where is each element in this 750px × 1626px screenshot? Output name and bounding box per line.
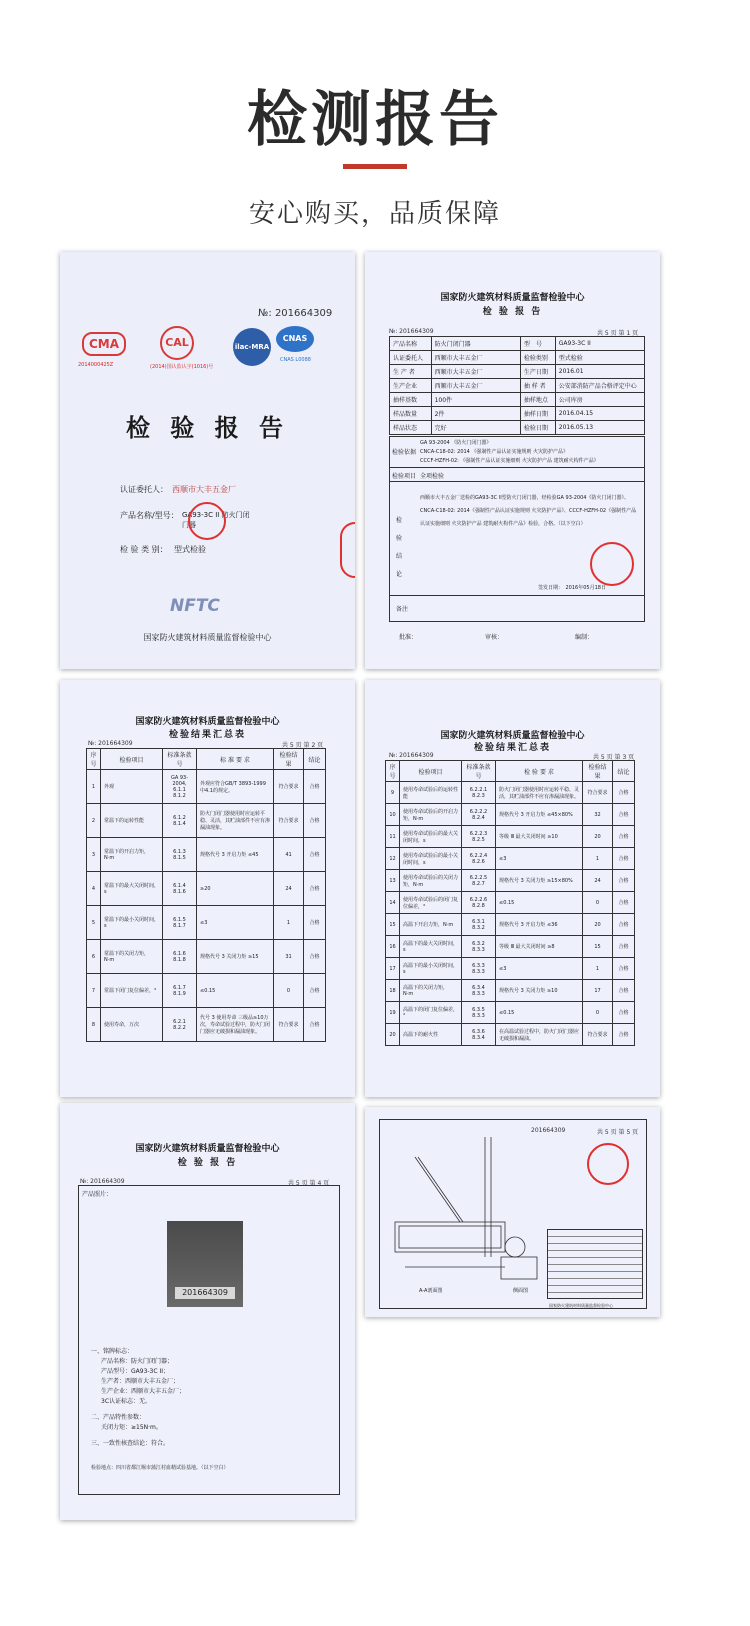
approve-label: 批准： <box>399 634 418 641</box>
category-value: 型式检验 <box>174 545 206 554</box>
cell-con: 合格 <box>613 870 635 892</box>
location-line: 检验地点：四川省都江堰市蒲江村血精试验基地。（以下空白） <box>91 1465 229 1471</box>
basis-line-2: CNCA-C18-02: 2014 《强制性产品认证实施规则 火灾防护产品》 <box>420 449 569 455</box>
cell-req: 外观应符合GB/T 3893-1999中4.1的规定。 <box>197 770 274 804</box>
cell-no: 16 <box>386 936 400 958</box>
conclusion-label: 检验结论 <box>396 517 403 578</box>
table-row <box>386 1024 635 1046</box>
header-row <box>87 749 326 770</box>
page3-number: №: 201664309 <box>389 752 434 759</box>
report-page-2 <box>60 680 355 1097</box>
cell-item: 使用寿命试验后的最小关闭时间，s <box>400 848 462 870</box>
cell-req: 规格代号 3 关闭力矩 ≥15 <box>197 940 274 974</box>
cell-req: 在高温试验过程中，防火门闭门器应无破损和漏油。 <box>496 1024 583 1046</box>
page1-conclusion-block <box>389 482 645 596</box>
red-seal-stamp <box>188 502 226 540</box>
info-cell: 抽样日期 <box>520 407 555 421</box>
cell-clause: 6.1.6 8.1.8 <box>163 940 197 974</box>
cell-item: 常温下的运转性能 <box>101 804 163 838</box>
mark-line-1: 产品名称：防火门闭门器； <box>101 1358 174 1365</box>
cnas-caption: CNAS L0088 <box>280 357 311 363</box>
cell-item: 常温下的开启力矩，N·m <box>101 838 163 872</box>
info-cell: 型 号 <box>520 337 555 351</box>
cell-clause: 6.3.5 8.3.3 <box>462 1002 496 1024</box>
table-row <box>87 804 326 838</box>
cell-clause: 6.3.2 8.3.3 <box>462 936 496 958</box>
cell-item: 常温下的关闭力矩，N·m <box>101 940 163 974</box>
mark-title: 一、铭牌标志： <box>91 1348 134 1355</box>
cell-req: 代号 3 使用寿命 三级品≥10万次，寿命试验过程中，防火门闭门器应无破损和漏油现象。 <box>197 1008 274 1042</box>
info-cell: GA93-3C II <box>555 337 644 351</box>
info-cell: 抽 样 者 <box>520 379 555 393</box>
cell-result: 符合要求 <box>274 804 304 838</box>
cell-result: 24 <box>274 872 304 906</box>
cell-result: 符合要求 <box>583 782 613 804</box>
cell-result: 24 <box>583 870 613 892</box>
cell-req: 等级 Ⅲ 最大关闭时间 ≥8 <box>496 936 583 958</box>
info-cell: 2016.01 <box>555 365 644 379</box>
cell-con: 合格 <box>613 848 635 870</box>
cell-no: 3 <box>87 838 101 872</box>
cover-title: 检 验 报 告 <box>125 414 290 442</box>
cell-item: 外观 <box>101 770 163 804</box>
cell-con: 合格 <box>613 958 635 980</box>
cell-con: 合格 <box>613 1002 635 1024</box>
cell-no: 11 <box>386 826 400 848</box>
info-cell: 样品状态 <box>390 421 432 435</box>
header-cell: 结论 <box>613 761 635 782</box>
cell-con: 合格 <box>304 974 326 1008</box>
cell-req: 规格代号 3 开启力矩 ≤45 <box>197 838 274 872</box>
cell-result: 17 <box>583 980 613 1002</box>
mark-line-3: 生产者：西顺市大丰五金厂； <box>101 1378 180 1385</box>
page-title: 检测报告 <box>247 85 503 155</box>
info-row <box>390 351 645 365</box>
table-row <box>87 872 326 906</box>
cell-con: 合格 <box>304 940 326 974</box>
review-label: 审核： <box>485 634 504 641</box>
info-row <box>390 393 645 407</box>
arm-line <box>415 1157 460 1222</box>
cell-no: 14 <box>386 892 400 914</box>
cell-result: 1 <box>583 958 613 980</box>
report-page-5 <box>365 1107 660 1317</box>
cell-req: ≥20 <box>197 872 274 906</box>
cell-clause: 6.2.2.1 8.2.3 <box>462 782 496 804</box>
basis-line-3: CCCF-HZFH-02: 《强制性产品认证实施细则 火灾防护产品 建筑耐火构件产品》 <box>420 458 599 464</box>
report-cover <box>60 252 355 669</box>
nftc-brand: NFTC <box>170 596 220 616</box>
table-row <box>386 914 635 936</box>
cell-clause: 6.2.2.6 8.2.8 <box>462 892 496 914</box>
cell-no: 19 <box>386 1002 400 1024</box>
page4-subtitle: 检 验 报 告 <box>177 1158 238 1168</box>
cell-req: 规格代号 3 开启力矩 ≤36 <box>496 914 583 936</box>
info-cell: 2016.05.13 <box>555 421 644 435</box>
mark-line-2: 产品型号：GA93-3C II； <box>101 1368 170 1375</box>
items-value: 全项检验 <box>420 473 445 480</box>
header-row <box>386 761 635 782</box>
cell-con: 合格 <box>613 914 635 936</box>
page1-subtitle: 检 验 报 告 <box>482 307 543 317</box>
info-cell: 防火门闭门器 <box>431 337 520 351</box>
cell-clause: 6.2.1 8.2.2 <box>163 1008 197 1042</box>
page2-number: №: 201664309 <box>88 740 133 747</box>
cell-result: 0 <box>274 974 304 1008</box>
report-page-3 <box>365 680 660 1097</box>
cell-item: 常温下的最大关闭时间，s <box>101 872 163 906</box>
info-cell: 样品数量 <box>390 407 432 421</box>
info-row <box>390 421 645 435</box>
cell-result: 1 <box>583 848 613 870</box>
side-block <box>501 1257 537 1279</box>
header-cell: 检验项目 <box>101 749 163 770</box>
info-row <box>390 379 645 393</box>
cell-item: 高温下的最小关闭时间，s <box>400 958 462 980</box>
cell-item: 使用寿命试验后的闭门复位偏差，° <box>400 892 462 914</box>
cell-no: 10 <box>386 804 400 826</box>
page1-page: 共 5 页 第 1 页 <box>597 330 639 337</box>
page2-page: 共 5 页 第 2 页 <box>282 742 324 749</box>
cell-clause: 6.3.6 8.3.4 <box>462 1024 496 1046</box>
cell-no: 6 <box>87 940 101 974</box>
header-cell: 检验结果 <box>274 749 304 770</box>
page4-frame <box>78 1185 340 1495</box>
page3-page: 共 5 页 第 3 页 <box>593 754 635 761</box>
cell-clause: 6.1.5 8.1.7 <box>163 906 197 940</box>
info-cell: 2016.04.15 <box>555 407 644 421</box>
cell-con: 合格 <box>613 892 635 914</box>
cell-req: ≤3 <box>197 906 274 940</box>
page1-items-row <box>389 468 645 482</box>
info-cell: 公司库房 <box>555 393 644 407</box>
header-cell: 检验结果 <box>583 761 613 782</box>
table-row <box>87 974 326 1008</box>
info-cell: 西顺市大丰五金厂 <box>431 365 520 379</box>
cell-clause: 6.1.2 8.1.4 <box>163 804 197 838</box>
cell-result: 20 <box>583 826 613 848</box>
info-cell: 公安部消防产品合格评定中心 <box>555 379 644 393</box>
spec-line: 关闭力矩：≥15N·m。 <box>101 1424 162 1431</box>
closer-body <box>395 1222 505 1252</box>
product-photo <box>167 1221 243 1307</box>
cell-req: ≤3 <box>496 958 583 980</box>
cell-item: 常温下的最小关闭时间，s <box>101 906 163 940</box>
cell-req: ≤0.15 <box>496 892 583 914</box>
info-cell: 检验日期 <box>520 421 555 435</box>
header-cell: 标准条款号 <box>462 761 496 782</box>
cell-con: 合格 <box>304 804 326 838</box>
cal-logo: CAL <box>160 326 194 360</box>
info-row <box>390 337 645 351</box>
info-cell: 认证委托人 <box>390 351 432 365</box>
product-label: 产品名称/型号： <box>120 511 179 520</box>
cell-item: 高温下的闭门复位偏差，° <box>400 1002 462 1024</box>
client-label: 认证委托人： <box>120 485 168 494</box>
cell-con: 合格 <box>304 906 326 940</box>
cell-clause: 6.1.4 8.1.6 <box>163 872 197 906</box>
table-row <box>386 892 635 914</box>
page-subtitle: 安心购买，品质保障 <box>248 199 501 229</box>
cell-item: 使用寿命，万次 <box>101 1008 163 1042</box>
table-row <box>386 980 635 1002</box>
cell-no: 18 <box>386 980 400 1002</box>
info-row <box>390 407 645 421</box>
title-block-caption: 国家防火建筑材料质量监督检验中心 <box>549 1303 613 1308</box>
table-row <box>87 770 326 804</box>
cell-req: ≤0.15 <box>496 1002 583 1024</box>
cell-req: 防火门闭门器使用时应运转平稳、灵活，其贮油部件不应有渗漏油现象。 <box>197 804 274 838</box>
cell-item: 使用寿命试验后的运转性能 <box>400 782 462 804</box>
cell-req: ≤0.15 <box>197 974 274 1008</box>
cell-result: 20 <box>583 914 613 936</box>
cell-no: 4 <box>87 872 101 906</box>
page3-results-table <box>385 760 635 1046</box>
page1-number: №: 201664309 <box>389 328 434 335</box>
cell-req: 规格代号 3 关闭力矩 ≥15×80% <box>496 870 583 892</box>
table-row <box>87 940 326 974</box>
page5-red-seal <box>587 1143 629 1185</box>
cell-con: 合格 <box>304 872 326 906</box>
cell-no: 5 <box>87 906 101 940</box>
basis-line-1: GA 93-2004 《防火门闭门器》 <box>420 440 492 446</box>
spec-title: 二、产品特性参数： <box>91 1414 146 1421</box>
info-cell: 100件 <box>431 393 520 407</box>
side-seal-stamp <box>340 522 355 578</box>
cell-no: 17 <box>386 958 400 980</box>
basis-label: 检验依据 <box>392 449 417 456</box>
cover-org: 国家防火建筑材料质量监督检验中心 <box>143 633 272 642</box>
header-cell: 检 验 要 求 <box>496 761 583 782</box>
table-row <box>386 826 635 848</box>
cell-clause: 6.2.2.5 8.2.7 <box>462 870 496 892</box>
table-row <box>87 906 326 940</box>
info-row <box>390 365 645 379</box>
cell-result: 31 <box>274 940 304 974</box>
cell-no: 12 <box>386 848 400 870</box>
pivot-circle <box>505 1237 525 1257</box>
cell-item: 使用寿命试验后的最大关闭时间，s <box>400 826 462 848</box>
info-cell: 完好 <box>431 421 520 435</box>
mark-line-5: 3C认证标志：无。 <box>101 1398 152 1405</box>
cell-clause: 6.2.2.4 8.2.6 <box>462 848 496 870</box>
mark-line-4: 生产企业：西顺市大丰五金厂； <box>101 1388 186 1395</box>
table-row <box>87 838 326 872</box>
report-page-1 <box>365 252 660 669</box>
table-row <box>386 870 635 892</box>
page4-org: 国家防火建筑材料质量监督检验中心 <box>135 1144 280 1154</box>
cell-result: 15 <box>583 936 613 958</box>
cell-clause: 6.1.7 8.1.9 <box>163 974 197 1008</box>
cell-item: 高温下的最大关闭时间，s <box>400 936 462 958</box>
page2-org: 国家防火建筑材料质量监督检验中心 <box>135 717 280 727</box>
page2-subtitle: 检验结果汇总表 <box>168 730 246 740</box>
cell-no: 1 <box>87 770 101 804</box>
report-number: №: 201664309 <box>258 308 333 319</box>
table-row <box>386 782 635 804</box>
header-cell: 结论 <box>304 749 326 770</box>
info-cell: 型式检验 <box>555 351 644 365</box>
page1-red-seal <box>590 542 634 586</box>
info-cell: 2件 <box>431 407 520 421</box>
cell-no: 7 <box>87 974 101 1008</box>
page5-number: 201664309 <box>531 1127 566 1134</box>
cell-req: 等级 Ⅲ 最大关闭时间 ≥10 <box>496 826 583 848</box>
info-cell: 抽样地点 <box>520 393 555 407</box>
page1-org: 国家防火建筑材料质量监督检验中心 <box>440 293 585 303</box>
cell-req: 规格代号 3 关闭力矩 ≥10 <box>496 980 583 1002</box>
cell-result: 符合要求 <box>583 1024 613 1046</box>
cell-no: 13 <box>386 870 400 892</box>
photo-caption: 201664309 <box>175 1287 235 1299</box>
cell-req: 防火门闭门器使用时应运转平稳、灵活，其贮油部件不应有渗漏油现象。 <box>496 782 583 804</box>
title-block <box>547 1229 643 1299</box>
page1-remark-row <box>389 596 645 622</box>
cell-clause: 6.3.3 8.3.3 <box>462 958 496 980</box>
items-label: 检验项目 <box>392 473 417 480</box>
header-cell: 序号 <box>87 749 101 770</box>
page1-basis-block <box>389 436 645 468</box>
cell-con: 合格 <box>613 782 635 804</box>
compile-label: 编制： <box>575 634 594 641</box>
cell-no: 20 <box>386 1024 400 1046</box>
consistency-line: 三、一致性核查结论：符合。 <box>91 1440 170 1447</box>
info-cell: 产品名称 <box>390 337 432 351</box>
cell-con: 合格 <box>613 1024 635 1046</box>
cell-no: 8 <box>87 1008 101 1042</box>
cell-clause: 6.2.2.3 8.2.5 <box>462 826 496 848</box>
table-row <box>386 848 635 870</box>
cma-logo: CMA <box>82 332 126 356</box>
category-label: 检 验 类 别： <box>120 545 168 554</box>
label-left: A-A剖面图 <box>419 1288 443 1294</box>
cell-item: 使用寿命试验后的开启力矩，N·m <box>400 804 462 826</box>
cell-no: 15 <box>386 914 400 936</box>
arm-line-2 <box>418 1157 463 1222</box>
cell-item: 高温下的关闭力矩，N·m <box>400 980 462 1002</box>
cell-result: 符合要求 <box>274 1008 304 1042</box>
header-cell: 序号 <box>386 761 400 782</box>
page3-subtitle: 检验结果汇总表 <box>473 743 551 753</box>
cell-con: 合格 <box>613 936 635 958</box>
cell-result: 1 <box>274 906 304 940</box>
info-cell: 西顺市大丰五金厂 <box>431 379 520 393</box>
cell-result: 32 <box>583 804 613 826</box>
header-cell: 标 准 要 求 <box>197 749 274 770</box>
cell-con: 合格 <box>304 838 326 872</box>
header-cell: 检验项目 <box>400 761 462 782</box>
cell-item: 常温下闭门复位偏差，° <box>101 974 163 1008</box>
page1-info-table <box>389 336 645 435</box>
cell-item: 使用寿命试验后的关闭力矩，N·m <box>400 870 462 892</box>
cnas-logo: CNAS <box>276 326 314 352</box>
remark-label: 备注 <box>396 606 409 613</box>
cell-con: 合格 <box>613 826 635 848</box>
info-cell: 西顺市大丰五金厂 <box>431 351 520 365</box>
table-row <box>87 1008 326 1042</box>
cell-con: 合格 <box>613 980 635 1002</box>
cell-req: 规格代号 3 开启力矩 ≤45×80% <box>496 804 583 826</box>
cell-clause: 6.2.2.2 8.2.4 <box>462 804 496 826</box>
page4-page: 共 5 页 第 4 页 <box>288 1180 330 1187</box>
cell-no: 2 <box>87 804 101 838</box>
cell-con: 合格 <box>613 804 635 826</box>
closer-inner <box>399 1226 501 1248</box>
cell-con: 合格 <box>304 1008 326 1042</box>
cell-clause: 6.3.1 8.3.2 <box>462 914 496 936</box>
page2-results-table <box>86 748 326 1042</box>
cell-con: 合格 <box>304 770 326 804</box>
title-accent-bar <box>343 164 407 169</box>
cell-clause: GA 93-2004, 6.1.1 8.1.2 <box>163 770 197 804</box>
table-row <box>386 804 635 826</box>
product-value: GA93-3C II 防火门闭门器 <box>182 511 250 529</box>
sign-date: 签发日期： 2016年05月18日 <box>538 585 606 591</box>
cell-no: 9 <box>386 782 400 804</box>
cell-result: 0 <box>583 1002 613 1024</box>
info-cell: 检验类别 <box>520 351 555 365</box>
page3-org: 国家防火建筑材料质量监督检验中心 <box>440 731 585 741</box>
cell-result: 0 <box>583 892 613 914</box>
table-row <box>386 958 635 980</box>
conclusion-text: 西顺市大丰五金厂送检的GA93-3C II型防火门闭门器，经检验GA 93-2004《防火门闭门器》、CNCA-C18-02: 2014《强制性产品认证实施规则 火灾防护产品》、CCCF-HZFH-02《强制性产品认证实施细则 火灾防护产品 建筑耐火构件产品》检验，合格。（以下空白） <box>420 495 637 527</box>
cell-clause: 6.3.4 8.3.3 <box>462 980 496 1002</box>
client-value: 西顺市大丰五金厂 <box>172 485 236 494</box>
header-cell: 标准条款号 <box>163 749 197 770</box>
cell-result: 41 <box>274 838 304 872</box>
table-row <box>386 1002 635 1024</box>
label-right: 侧面图 <box>513 1288 529 1294</box>
info-cell: 生 产 者 <box>390 365 432 379</box>
cal-caption: (2014)国认监认字(1016)号 <box>150 364 214 370</box>
cell-item: 高温下开启力矩，N·m <box>400 914 462 936</box>
page5-page: 共 5 页 第 5 页 <box>597 1129 639 1136</box>
info-cell: 生产日期 <box>520 365 555 379</box>
cell-req: ≤3 <box>496 848 583 870</box>
report-page-4 <box>60 1103 355 1520</box>
table-row <box>386 936 635 958</box>
info-cell: 抽样基数 <box>390 393 432 407</box>
photo-label: 产品照片： <box>82 1191 113 1198</box>
cell-clause: 6.1.3 8.1.5 <box>163 838 197 872</box>
page4-number: №: 201664309 <box>80 1178 125 1185</box>
cell-item: 高温下的耐火性 <box>400 1024 462 1046</box>
cell-result: 符合要求 <box>274 770 304 804</box>
info-cell: 生产企业 <box>390 379 432 393</box>
ilac-mra-logo: ilac-MRA <box>233 328 271 366</box>
cma-caption: 2014000425Z <box>78 362 114 368</box>
